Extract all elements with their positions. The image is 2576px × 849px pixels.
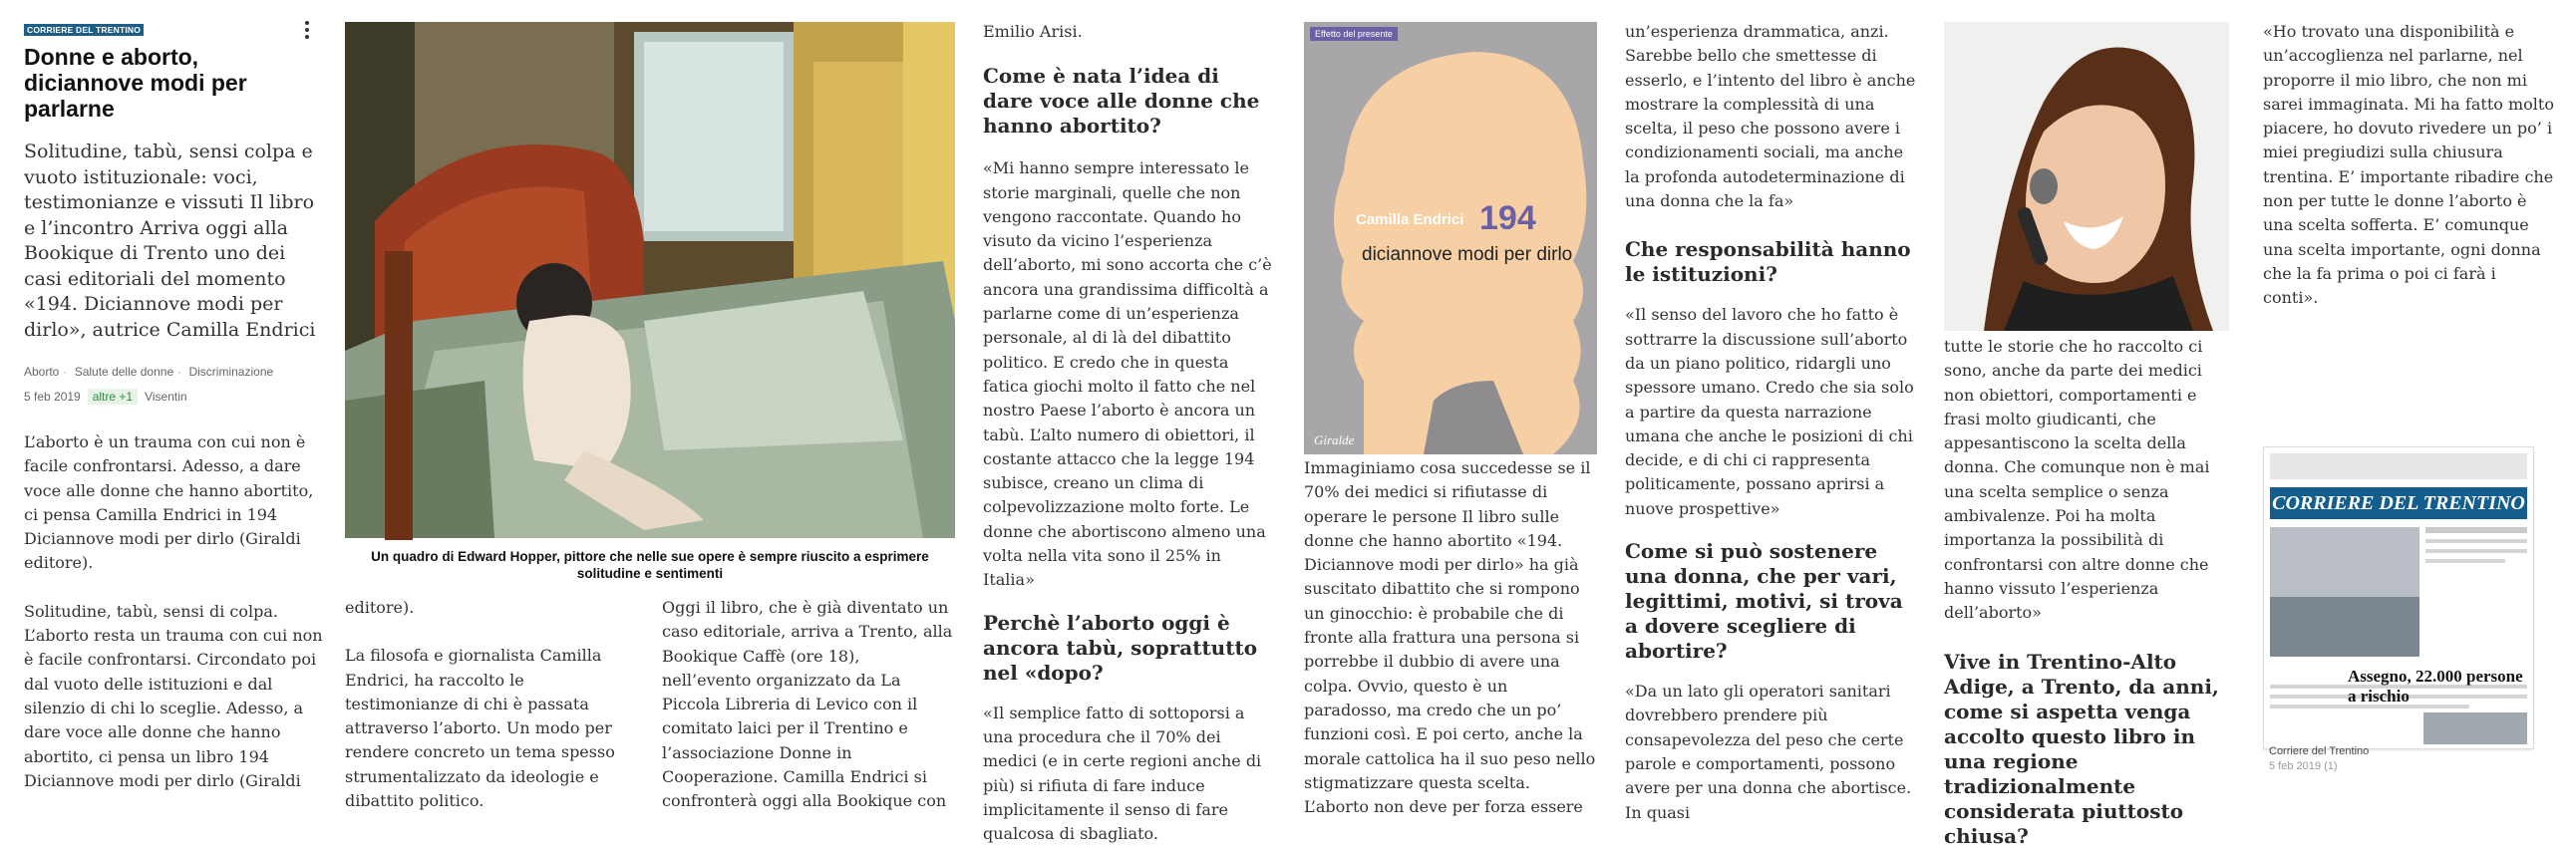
paragraph: Oggi il libro, che è già diventato un caso editoriale, arriva a Trento, alla Bookique Caffè (ore 18), nell’evento organizzato da La Piccola Libreria di Levico con il comitato laici per il Trentino e l’associazione Donne in Cooperazione. Camilla Endrici si confronterà oggi alla Bookique con	[662, 598, 953, 811]
paragraph: «Il semplice fatto di sottoporsi a una procedura che il 70% dei medici (e in certe regioni anche di più) si rifiuta di fare induce implicitamente il senso di fare qualcosa di sbagliato.	[983, 703, 1262, 844]
interview-question: Vive in Trentino-Alto Adige, a Trento, da anni, come si aspetta venga accolto questo libro in una regione tradizionalmente considerata piuttosto chiusa?	[1944, 649, 2219, 848]
body-column-8	[2263, 20, 2554, 311]
tag-link[interactable]: Discriminazione	[188, 365, 274, 379]
book-number: 194	[1479, 199, 1536, 237]
more-tags-badge[interactable]: altre +1	[88, 389, 138, 405]
image-caption: Un quadro di Edward Hopper, pittore che nelle sue opere è sempre riuscito a esprimere solitudine e sentimenti	[371, 549, 929, 581]
newspaper-count: (1)	[2324, 760, 2338, 772]
tag-link[interactable]: Salute delle donne	[74, 365, 174, 379]
newspaper-date	[2269, 760, 2338, 772]
paragraph: tutte le storie che ho raccolto ci sono, anche da parte dei medici non obiettori, comportamenti e frasi molto giudicanti, che appesantiscono la scelta della donna. Che comunque non è mai una scelta semplice o senza ambivalenze. Poi ha molta importanza la possibilità di confrontarsi con altre donne che hanno vissuto l’esperienza dell’aborto»	[1944, 337, 2210, 623]
body-column-5	[1304, 456, 1599, 819]
article-meta	[24, 389, 187, 405]
interview-question: Che responsabilità hanno le istituzioni?	[1625, 237, 1911, 287]
article-image	[345, 22, 955, 538]
paragraph: «Mi hanno sempre interessato le storie marginali, quelle che non vengono raccontate. Quando ho visuto da vicino l’esperienza dell’aborto, mi sono accorta che c’è ancora una grandissima difficoltà a parlarne come di un’esperienza personale, al di là del dibattito politico. E credo che in questa fatica giochi molto il fatto che nel nostro Paese l’aborto è ancora un tabù. L’alto numero di obiettori, il costante attacco che la legge 194 subisce, creano un clima di colpevolizzazione molto forte. Le donne che abortiscono almeno una volta nella vita sono il 25% in Italia»	[983, 158, 1272, 590]
book-subtitle: diciannove modi per dirlo	[1362, 244, 1573, 265]
body-column-6	[1625, 20, 1920, 825]
paragraph: «Ho trovato una disponibilità e un’accoglienza nel parlarne, nel proporre il mio libro, che non mi sarei immaginata. Mi ha fatto molto piacere, ho dovuto rivedere un po’ i miei pregiudizi sulla chiusura trentina. E’ importante ribadire che non per tutte le donne l’aborto è una scelta sofferta. E’ comunque una scelta importante, ogni donna che la fa prima o poi ci farà i conti».	[2263, 22, 2554, 308]
interview-question: Come è nata l’idea di dare voce alle donne che hanno abortito?	[983, 64, 1260, 139]
paragraph: L’aborto è un trauma con cui non è facile confrontarsi. Adesso, a dare voce alle donne che hanno abortito, ci pensa Camilla Endrici in 194 Diciannove modi per dirlo (Giraldi editore).	[24, 432, 314, 573]
author-photo	[1944, 22, 2229, 331]
tag-list: Aborto · Salute delle donne · Discriminazione	[24, 365, 274, 379]
more-options-icon[interactable]	[297, 18, 317, 42]
author-name: Visentin	[145, 390, 187, 404]
newspaper-thumbnail[interactable]	[2263, 446, 2534, 749]
book-cover	[1304, 22, 1597, 454]
book-author: Camilla Endrici	[1356, 211, 1464, 228]
newspaper-headline: Assegno, 22.000 persone a rischio	[2348, 667, 2523, 706]
paragraph: Emilio Arisi.	[983, 22, 1083, 41]
body-column-1	[24, 430, 323, 793]
body-column-3	[662, 596, 953, 814]
book-series: Effetto del presente	[1310, 27, 1398, 41]
paragraph: editore).	[345, 598, 415, 617]
tag-link[interactable]: Aborto	[24, 365, 60, 379]
body-column-4	[983, 20, 1272, 846]
paragraph: «Da un lato gli operatori sanitari dovrebbero prendere più consapevolezza del peso che certe parole e comportamenti, possono avere per una donna che abortisce. In quasi	[1625, 682, 1912, 822]
article-title: Donne e aborto, diciannove modi per parlarne	[24, 44, 247, 122]
newspaper-date-value: 5 feb 2019	[2269, 760, 2321, 772]
paragraph: La filosofa e giornalista Camilla Endrici, ha raccolto le testimonianze di chi è passata attraverso l’aborto. Un modo per rendere concreto un tema spesso strumentalizzato da ideologie e dibattito politico.	[345, 646, 615, 811]
publisher-logo: Giralde	[1314, 432, 1355, 447]
interview-question: Perchè l’aborto oggi è ancora tabù, soprattutto nel «dopo?	[983, 610, 1258, 685]
body-column-2	[345, 596, 620, 813]
interview-question: Come si può sostenere una donna, che per vari, legittimi, motivi, si trova a dovere scegliere di abortire?	[1625, 539, 1903, 664]
paragraph: «Il senso del lavoro che ho fatto è sottrarre la discussione sull’aborto da un piano politico, ridargli uno spessore umano. Credo che sia solo a partire da questa narrazione umana che anche le posizioni di chi decide, e di chi ci rappresenta politicamente, possano aprirsi a nuove prospettive»	[1625, 305, 1914, 518]
newspaper-masthead: CORRIERE DEL TRENTINO	[2270, 487, 2527, 519]
paragraph: un’esperienza drammatica, anzi. Sarebbe bello che smettesse di esserlo, e l’intento del libro è anche mostrare la complessità di una scelta, il peso che possono avere i condizionamenti sociali, ma anche la profonda autodeterminazione di una donna che la fa»	[1625, 22, 1916, 211]
newspaper-label[interactable]: Corriere del Trentino	[2269, 745, 2370, 757]
paragraph: Solitudine, tabù, sensi di colpa. L’aborto resta un trauma con cui non è facile confrontarsi. Circondato poi dal vuoto delle istituzioni e dal silenzio di chi lo sceglie. Adesso, a dare voce alle donne che hanno abortito, ci pensa un libro 194 Diciannove modi per dirlo (Giraldi	[24, 601, 323, 790]
article-lead: Solitudine, tabù, sensi colpa e vuoto istituzionale: voci, testimonianze e vissuti Il libro e l’incontro Arriva oggi alla Bookique di Trento uno dei casi editoriali del momento «194. Diciannove modi per dirlo», autrice Camilla Endrici	[24, 141, 316, 341]
publish-date: 5 feb 2019	[24, 390, 81, 404]
publication-badge: CORRIERE DEL TRENTINO	[24, 24, 144, 36]
body-column-7	[1944, 335, 2235, 849]
paragraph: Immaginiamo cosa succedesse se il 70% dei medici si rifiutasse di operare le persone Il libro sulle donne che hanno abortito «194. Diciannove modi per dirlo» ha già suscitato dibattito che si rompono un ginocchio: è probabile che di fronte alla frattura una persona si porrebbe il dubbio di avere una colpa. Ovvio, questo è un paradosso, ma credo che un po’ funzioni così. E poi certo, anche la morale cattolica ha il suo peso nello stigmatizzare questa scelta. L’aborto non deve per forza essere	[1304, 458, 1596, 817]
